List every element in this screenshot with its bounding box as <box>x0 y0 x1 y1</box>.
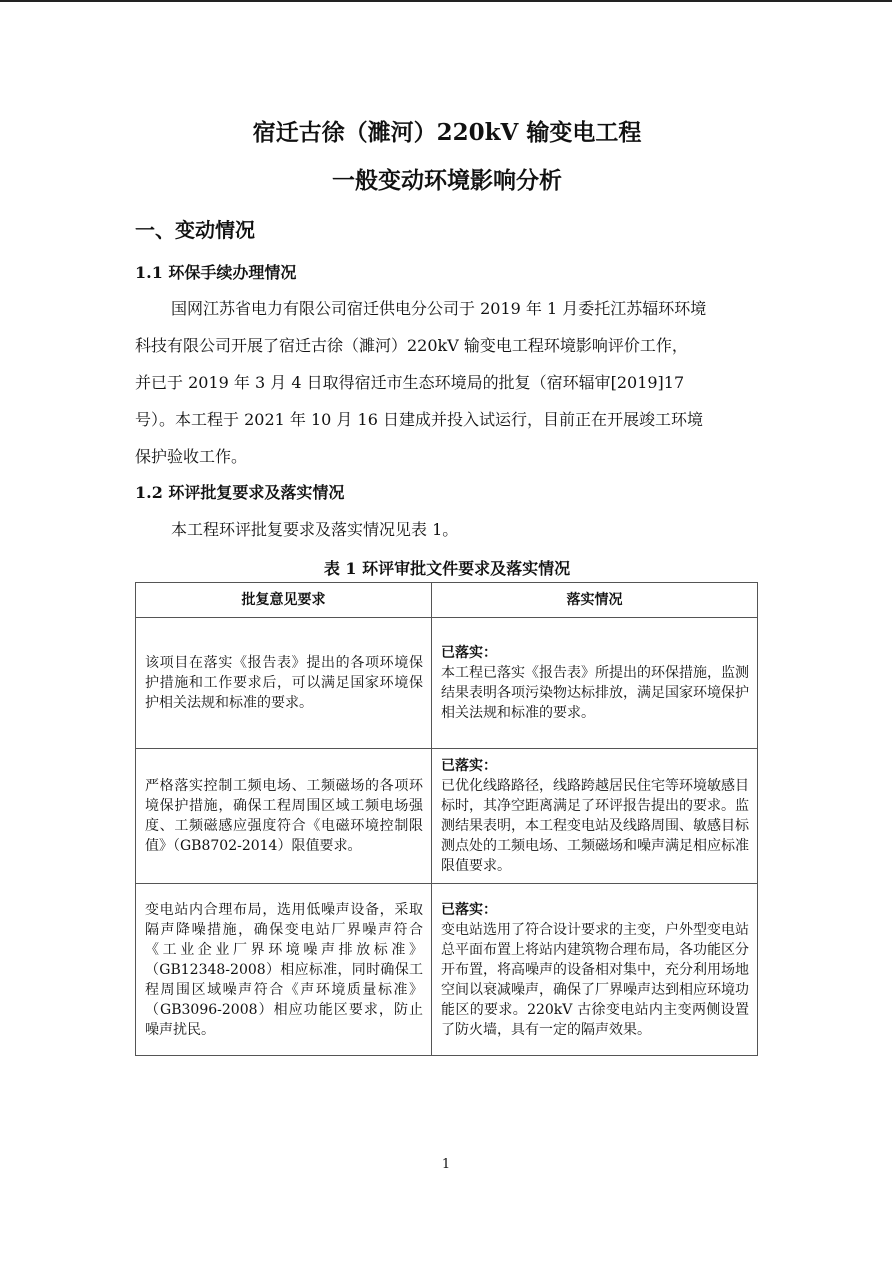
paragraph-line: 本工程环评批复要求及落实情况见表 1。 <box>171 520 459 539</box>
implementation-text: 变电站选用了符合设计要求的主变，户外型变电站总平面布置上将站内建筑物合理布局，各功能区分开布置，将高噪声的设备相对集中，充分利用场地空间以衰减噪声，确保了厂界噪声达到相应环境功能区的要求。220kV 古徐变电站内主变两侧设置了防火墙，具有一定的隔声效果。 <box>441 921 749 1038</box>
implementation-cell <box>432 884 758 1056</box>
requirement-cell: 该项目在落实《报告表》提出的各项环境保护措施和工作要求后，可以满足国家环境保护相关法规和标准的要求。 <box>136 618 432 749</box>
section-heading-1: 一、变动情况 <box>135 218 255 242</box>
requirement-cell: 严格落实控制工频电场、工频磁场的各项环境保护措施，确保工程周围区域工频电场强度、工频磁感应强度符合《电磁环境控制限值》（GB8702-2014）限值要求。 <box>136 749 432 884</box>
implementation-cell <box>432 618 758 749</box>
paragraph-line: 国网江苏省电力有限公司宿迁供电分公司于 2019 年 1 月委托江苏辐环环境 <box>171 299 707 318</box>
table-row <box>136 618 758 749</box>
paragraph-line: 保护验收工作。 <box>135 447 248 466</box>
subsection-heading-1-1: 1.1 环保手续办理情况 <box>135 263 297 282</box>
status-label: 已落实： <box>441 901 497 918</box>
status-label: 已落实： <box>441 645 497 661</box>
paragraph-procedures <box>135 290 759 475</box>
paragraph-line: 号）。本工程于 2021 年 10 月 16 日建成并投入试运行，目前正在开展竣工环境 <box>135 410 703 429</box>
page-number: 1 <box>441 1157 451 1172</box>
requirements-table <box>135 582 758 1056</box>
top-border <box>0 0 892 2</box>
column-header-requirement: 批复意见要求 <box>136 583 432 618</box>
table-header-row <box>136 583 758 618</box>
table-row <box>136 884 758 1056</box>
doc-title: 宿迁古徐（濉河）220kV 输变电工程 <box>252 119 642 146</box>
paragraph-table-intro <box>135 511 759 548</box>
paragraph-line: 并已于 2019 年 3 月 4 日取得宿迁市生态环境局的批复（宿环辐审[2019]17 <box>135 373 685 392</box>
implementation-text: 本工程已落实《报告表》所提出的环保措施，监测结果表明各项污染物达标排放，满足国家环境保护相关法规和标准的要求。 <box>441 665 749 721</box>
column-header-implementation: 落实情况 <box>432 583 758 618</box>
status-label: 已落实： <box>441 758 497 774</box>
subsection-heading-1-2: 1.2 环评批复要求及落实情况 <box>135 483 345 502</box>
implementation-cell <box>432 749 758 884</box>
table-row <box>136 749 758 884</box>
table-caption: 表 1 环评审批文件要求及落实情况 <box>323 559 571 578</box>
implementation-text: 已优化线路路径，线路跨越居民住宅等环境敏感目标时，其净空距离满足了环评报告提出的要求。监测结果表明，本工程变电站及线路周围、敏感目标测点处的工频电场、工频磁场和噪声满足相应标准限值要求。 <box>441 778 749 874</box>
requirement-cell: 变电站内合理布局，选用低噪声设备，采取隔声降噪措施，确保变电站厂界噪声符合《工业企业厂界环境噪声排放标准》（GB12348-2008）相应标准，同时确保工程周围区域噪声符合《声环境质量标准》（GB3096-2008）相应功能区要求，防止噪声扰民。 <box>136 884 432 1056</box>
paragraph-line: 科技有限公司开展了宿迁古徐（濉河）220kV 输变电工程环境影响评价工作， <box>135 336 688 355</box>
doc-subtitle: 一般变动环境影响分析 <box>332 167 562 194</box>
